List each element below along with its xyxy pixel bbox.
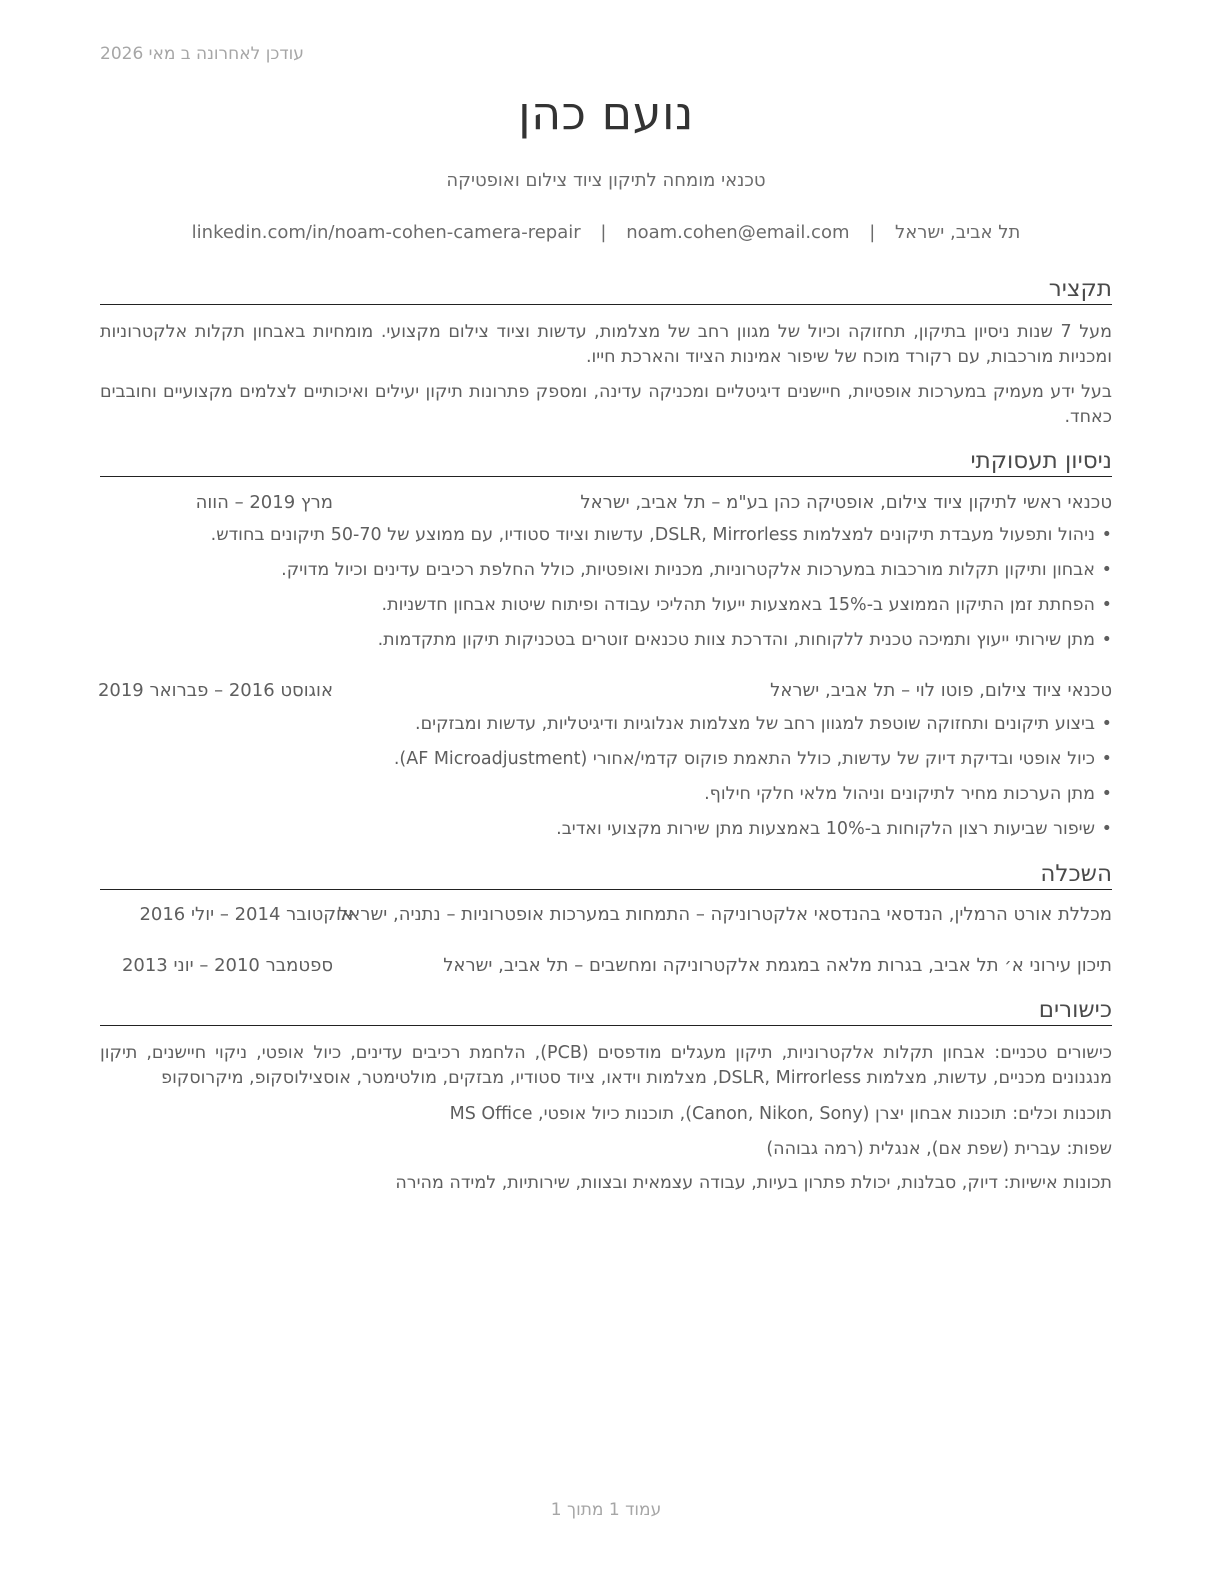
professional-title: טכנאי מומחה לתיקון ציוד צילום ואופטיקה (446, 170, 766, 191)
contact-separator: | (869, 222, 876, 243)
education-title: תיכון עירוני א׳ תל אביב, בגרות מלאה במגמת אלקטרוניקה ומחשבים – תל אביב, ישראל (443, 955, 1112, 976)
page-number: עמוד 1 מתוך 1 (550, 1500, 662, 1520)
skills-personal: תכונות אישיות: דיוק, סבלנות, יכולת פתרון בעיות, עבודה עצמאית ובצוות, שירותיות, למידה מהירה (395, 1173, 1112, 1193)
education-dates: אוקטובר 2014 – יולי 2016 (139, 904, 353, 925)
bullet-item: • כיול אופטי ובדיקת דיוק של עדשות, כולל התאמת פוקוס קדמי/אחורי (AF Microadjustment). (100, 746, 1112, 781)
contact-info (100, 222, 1112, 243)
summary-paragraph-1: מעל 7 שנות ניסיון בתיקון, תחזוקה וכיול של מגוון רחב של מצלמות, עדשות וציוד צילום מקצועי. מומחיות באבחון תקלות אלקטרוניות ומכניות מורכבות, עם רקורד מוכח של שיפור אמינות הציוד והארכת חייו. (100, 322, 1112, 367)
experience-heading: ניסיון תעסוקתי (100, 448, 1112, 477)
contact-location: תל אביב, ישראל (895, 222, 1021, 243)
bullet-item: • מתן שירותי ייעוץ ותמיכה טכנית ללקוחות, והדרכת צוות טכנאים זוטרים בטכניקות תיקון מתקדמות. (100, 627, 1112, 662)
summary-paragraph-2: בעל ידע מעמיק במערכות אופטיות, חיישנים דיגיטליים ומכניקה עדינה, ומספק פתרונות תיקון יעילים ואיכותיים לצלמים מקצועיים וחובבים כאחד. (100, 382, 1112, 427)
summary-heading: תקציר (100, 276, 1112, 305)
candidate-name: נועם כהן (518, 86, 694, 140)
contact-separator: | (600, 222, 607, 243)
job-bullets (100, 711, 1112, 851)
education-heading: השכלה (100, 861, 1112, 890)
job-header (97, 680, 1112, 706)
job-dates: מרץ 2019 – הווה (195, 492, 333, 513)
skills-technical: כישורים טכניים: אבחון תקלות אלקטרוניות, תיקון מעגלים מודפסים (PCB), הלחמת רכיבים עדינים, כיול אופטי, ניקוי חיישנים, תיקון מנגנונים מכניים, עדשות, מצלמות DSLR, Mirrorless, מצלמות וידאו, ציוד סטודיו, מבזקים, מולטימטר, אוסצילוסקופ, מיקרוסקופ (100, 1043, 1112, 1088)
resume-page (97, 0, 1112, 1584)
job-title: טכנאי ציוד צילום, פוטו לוי – תל אביב, ישראל (770, 680, 1112, 701)
contact-linkedin[interactable]: linkedin.com/in/noam-cohen-camera-repair (191, 222, 581, 243)
bullet-item: • ניהול ותפעול מעבדת תיקונים למצלמות DSLR, Mirrorless, עדשות וציוד סטודיו, עם ממוצע של 50-70 תיקונים בחודש. (100, 522, 1112, 557)
bullet-item: • מתן הערכות מחיר לתיקונים וניהול מלאי חלקי חילוף. (100, 781, 1112, 816)
job-title: טכנאי ראשי לתיקון ציוד צילום, אופטיקה כהן בע"מ – תל אביב, ישראל (580, 492, 1112, 513)
bullet-item: • אבחון ותיקון תקלות מורכבות במערכות אלקטרוניות, מכניות ואופטיות, כולל החלפת רכיבים עדינים וכיול מדויק. (100, 557, 1112, 592)
education-item (100, 955, 1112, 981)
bullet-item: • ביצוע תיקונים ותחזוקה שוטפת למגוון רחב של מצלמות אנלוגיות ודיגיטליות, עדשות ומבזקים. (100, 711, 1112, 746)
education-title: מכללת אורט הרמלין, הנדסאי בהנדסאי אלקטרוניקה – התמחות במערכות אופטרוניות – נתניה, ישראל (338, 904, 1112, 925)
education-dates: ספטמבר 2010 – יוני 2013 (121, 955, 333, 976)
skills-software: תוכנות וכלים: תוכנות אבחון יצרן (Canon, Nikon, Sony), תוכנות כיול אופטי, MS Office (449, 1104, 1112, 1124)
bullet-item: • שיפור שביעות רצון הלקוחות ב-10% באמצעות מתן שירות מקצועי ואדיב. (100, 816, 1112, 851)
skills-languages: שפות: עברית (שפת אם), אנגלית (רמה גבוהה) (766, 1139, 1112, 1159)
education-item (100, 904, 1112, 930)
job-dates: אוגוסט 2016 – פברואר 2019 (97, 680, 333, 701)
job-header (100, 492, 1112, 518)
skills-heading: כישורים (100, 997, 1112, 1026)
last-updated: עודכן לאחרונה ב מאי 2026 (100, 44, 304, 64)
bullet-item: • הפחתת זמן התיקון הממוצע ב-15% באמצעות ייעול תהליכי עבודה ופיתוח שיטות אבחון חדשניות. (100, 592, 1112, 627)
contact-email[interactable]: noam.cohen@email.com (626, 222, 850, 243)
job-bullets (100, 522, 1112, 662)
